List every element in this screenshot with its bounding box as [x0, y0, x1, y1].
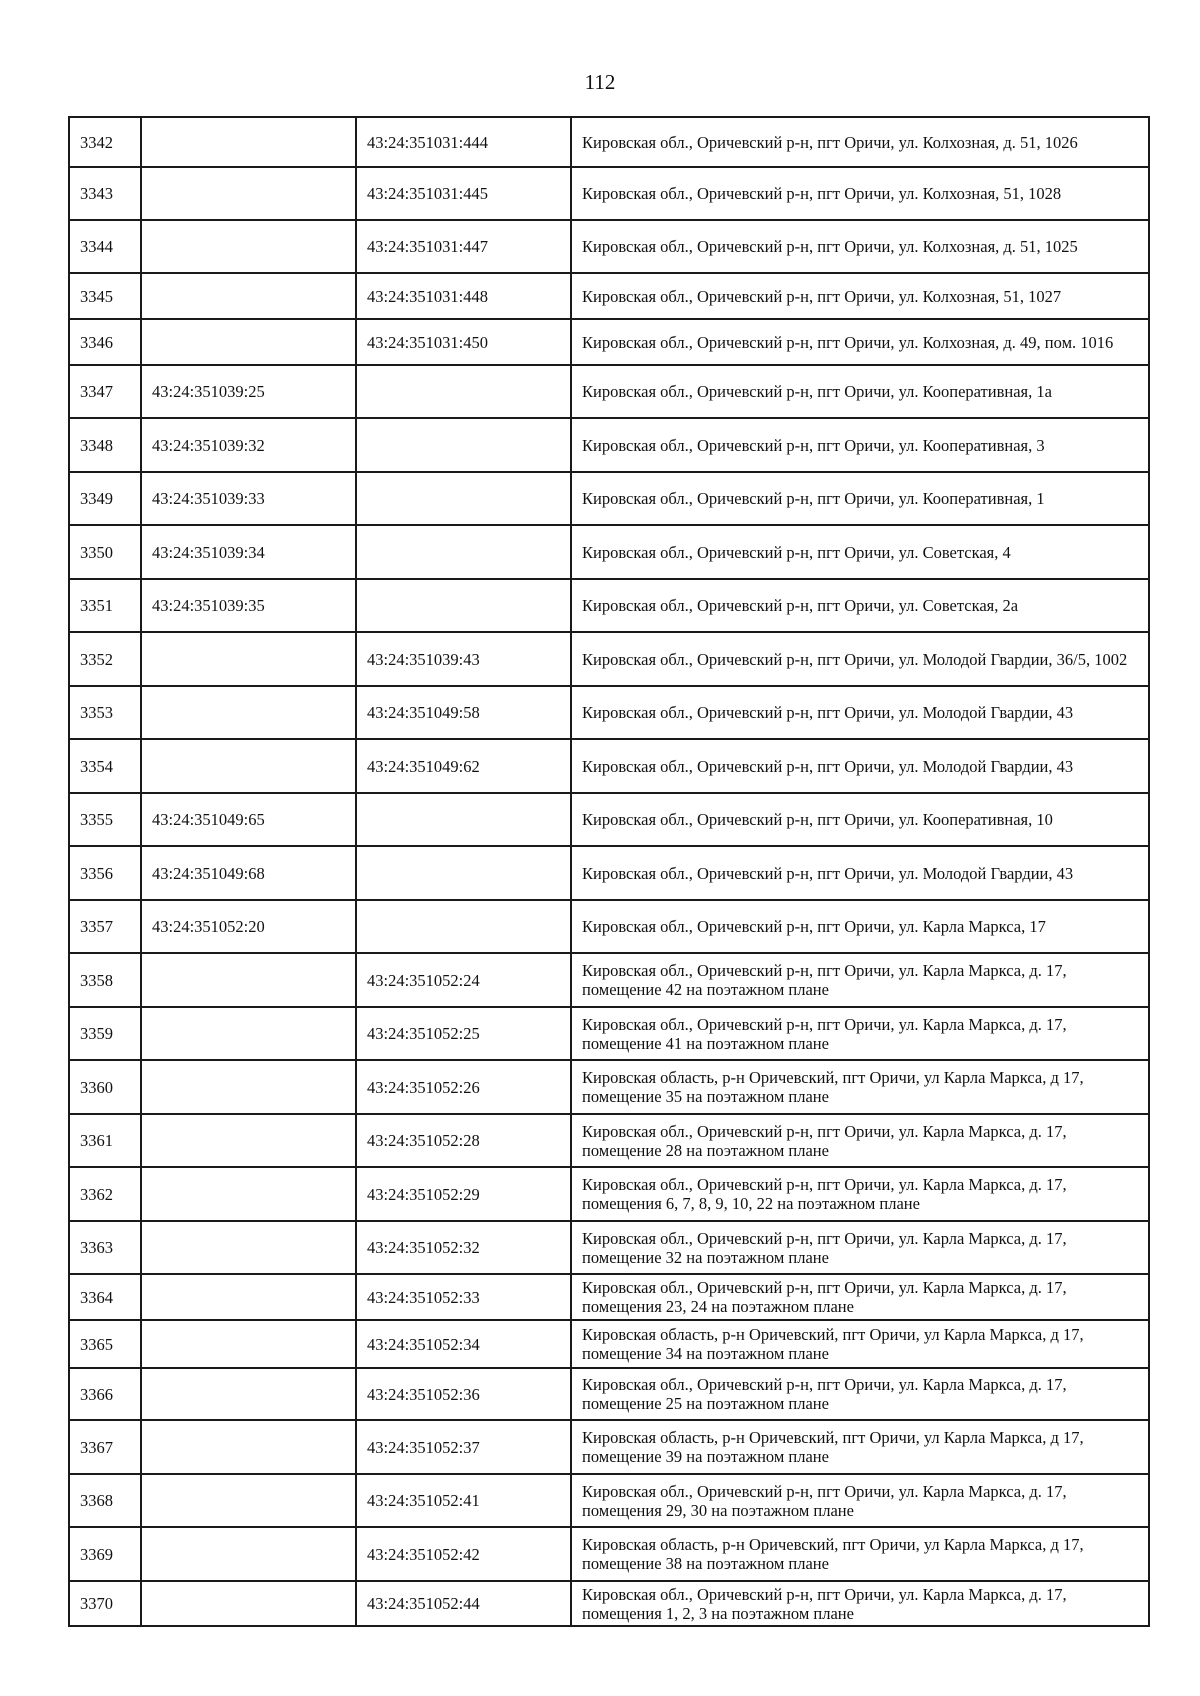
address-cell: Кировская обл., Оричевский р-н, пгт Оричи, ул. Кооперативная, 10: [571, 793, 1149, 846]
land-cadastral-number-cell: [141, 739, 356, 793]
row-number-cell: 3346: [69, 319, 141, 365]
row-number-cell: 3356: [69, 846, 141, 900]
object-cadastral-number-cell: 43:24:351052:29: [356, 1167, 571, 1221]
object-cadastral-number-cell: 43:24:351049:58: [356, 686, 571, 739]
row-number-cell: 3360: [69, 1060, 141, 1114]
land-cadastral-number-cell: 43:24:351039:33: [141, 472, 356, 525]
table-row: [69, 273, 1149, 319]
address-cell: Кировская обл., Оричевский р-н, пгт Оричи, ул. Карла Маркса, д. 17, помещение 42 на поэтажном плане: [571, 953, 1149, 1007]
address-cell: Кировская обл., Оричевский р-н, пгт Оричи, ул. Колхозная, 51, 1027: [571, 273, 1149, 319]
table-row: [69, 1221, 1149, 1274]
table-row: [69, 579, 1149, 632]
table-row: [69, 1527, 1149, 1581]
object-cadastral-number-cell: 43:24:351052:34: [356, 1320, 571, 1368]
land-cadastral-number-cell: 43:24:351039:34: [141, 525, 356, 579]
object-cadastral-number-cell: 43:24:351031:444: [356, 117, 571, 167]
land-cadastral-number-cell: [141, 1368, 356, 1420]
object-cadastral-number-cell: [356, 846, 571, 900]
table-row: [69, 1320, 1149, 1368]
row-number-cell: 3347: [69, 365, 141, 418]
object-cadastral-number-cell: 43:24:351052:28: [356, 1114, 571, 1167]
table-row: [69, 1420, 1149, 1474]
address-cell: Кировская обл., Оричевский р-н, пгт Оричи, ул. Кооперативная, 1а: [571, 365, 1149, 418]
table-row: [69, 1007, 1149, 1060]
table-row: [69, 1167, 1149, 1221]
table-row: [69, 1114, 1149, 1167]
address-cell: Кировская обл., Оричевский р-н, пгт Оричи, ул. Карла Маркса, д. 17, помещение 41 на поэтажном плане: [571, 1007, 1149, 1060]
row-number-cell: 3343: [69, 167, 141, 220]
land-cadastral-number-cell: [141, 1221, 356, 1274]
address-cell: Кировская обл., Оричевский р-н, пгт Оричи, ул. Молодой Гвардии, 36/5, 1002: [571, 632, 1149, 686]
address-cell: Кировская обл., Оричевский р-н, пгт Оричи, ул. Молодой Гвардии, 43: [571, 739, 1149, 793]
land-cadastral-number-cell: 43:24:351049:68: [141, 846, 356, 900]
table-row: [69, 793, 1149, 846]
address-cell: Кировская обл., Оричевский р-н, пгт Оричи, ул. Молодой Гвардии, 43: [571, 686, 1149, 739]
object-cadastral-number-cell: 43:24:351031:450: [356, 319, 571, 365]
table-row: [69, 846, 1149, 900]
land-cadastral-number-cell: 43:24:351052:20: [141, 900, 356, 953]
row-number-cell: 3345: [69, 273, 141, 319]
land-cadastral-number-cell: [141, 1114, 356, 1167]
table-row: [69, 953, 1149, 1007]
row-number-cell: 3364: [69, 1274, 141, 1320]
row-number-cell: 3349: [69, 472, 141, 525]
row-number-cell: 3362: [69, 1167, 141, 1221]
land-cadastral-number-cell: [141, 1527, 356, 1581]
row-number-cell: 3354: [69, 739, 141, 793]
object-cadastral-number-cell: 43:24:351052:33: [356, 1274, 571, 1320]
land-cadastral-number-cell: 43:24:351039:32: [141, 418, 356, 472]
row-number-cell: 3351: [69, 579, 141, 632]
land-cadastral-number-cell: [141, 117, 356, 167]
row-number-cell: 3367: [69, 1420, 141, 1474]
object-cadastral-number-cell: [356, 900, 571, 953]
row-number-cell: 3361: [69, 1114, 141, 1167]
address-cell: Кировская обл., Оричевский р-н, пгт Оричи, ул. Карла Маркса, д. 17, помещения 23, 24 на поэтажном плане: [571, 1274, 1149, 1320]
row-number-cell: 3355: [69, 793, 141, 846]
land-cadastral-number-cell: [141, 686, 356, 739]
land-cadastral-number-cell: [141, 1060, 356, 1114]
table-row: [69, 472, 1149, 525]
table-row: [69, 900, 1149, 953]
table-row: [69, 1581, 1149, 1626]
object-cadastral-number-cell: 43:24:351031:448: [356, 273, 571, 319]
row-number-cell: 3342: [69, 117, 141, 167]
object-cadastral-number-cell: 43:24:351039:43: [356, 632, 571, 686]
row-number-cell: 3369: [69, 1527, 141, 1581]
registry-table: [68, 116, 1150, 1627]
object-cadastral-number-cell: [356, 579, 571, 632]
land-cadastral-number-cell: [141, 1274, 356, 1320]
address-cell: Кировская обл., Оричевский р-н, пгт Оричи, ул. Кооперативная, 1: [571, 472, 1149, 525]
address-cell: Кировская обл., Оричевский р-н, пгт Оричи, ул. Колхозная, 51, 1028: [571, 167, 1149, 220]
row-number-cell: 3358: [69, 953, 141, 1007]
land-cadastral-number-cell: [141, 1320, 356, 1368]
row-number-cell: 3344: [69, 220, 141, 273]
address-cell: Кировская обл., Оричевский р-н, пгт Оричи, ул. Советская, 4: [571, 525, 1149, 579]
address-cell: Кировская обл., Оричевский р-н, пгт Оричи, ул. Колхозная, д. 51, 1026: [571, 117, 1149, 167]
row-number-cell: 3366: [69, 1368, 141, 1420]
land-cadastral-number-cell: [141, 273, 356, 319]
object-cadastral-number-cell: 43:24:351052:36: [356, 1368, 571, 1420]
land-cadastral-number-cell: [141, 632, 356, 686]
row-number-cell: 3357: [69, 900, 141, 953]
table-row: [69, 632, 1149, 686]
land-cadastral-number-cell: [141, 1167, 356, 1221]
land-cadastral-number-cell: [141, 167, 356, 220]
row-number-cell: 3350: [69, 525, 141, 579]
table-row: [69, 1474, 1149, 1527]
address-cell: Кировская область, р-н Оричевский, пгт Оричи, ул Карла Маркса, д 17, помещение 38 на поэтажном плане: [571, 1527, 1149, 1581]
object-cadastral-number-cell: 43:24:351052:26: [356, 1060, 571, 1114]
table-row: [69, 319, 1149, 365]
object-cadastral-number-cell: 43:24:351052:32: [356, 1221, 571, 1274]
object-cadastral-number-cell: 43:24:351052:41: [356, 1474, 571, 1527]
row-number-cell: 3352: [69, 632, 141, 686]
object-cadastral-number-cell: [356, 525, 571, 579]
object-cadastral-number-cell: 43:24:351052:44: [356, 1581, 571, 1626]
land-cadastral-number-cell: 43:24:351039:35: [141, 579, 356, 632]
land-cadastral-number-cell: [141, 953, 356, 1007]
table-row: [69, 1060, 1149, 1114]
row-number-cell: 3348: [69, 418, 141, 472]
address-cell: Кировская обл., Оричевский р-н, пгт Оричи, ул. Кооперативная, 3: [571, 418, 1149, 472]
land-cadastral-number-cell: 43:24:351049:65: [141, 793, 356, 846]
land-cadastral-number-cell: [141, 1581, 356, 1626]
address-cell: Кировская область, р-н Оричевский, пгт Оричи, ул Карла Маркса, д 17, помещение 34 на поэтажном плане: [571, 1320, 1149, 1368]
row-number-cell: 3368: [69, 1474, 141, 1527]
page-number: 112: [584, 70, 616, 94]
object-cadastral-number-cell: [356, 365, 571, 418]
address-cell: Кировская обл., Оричевский р-н, пгт Оричи, ул. Колхозная, д. 51, 1025: [571, 220, 1149, 273]
object-cadastral-number-cell: [356, 472, 571, 525]
table-row: [69, 117, 1149, 167]
land-cadastral-number-cell: [141, 1007, 356, 1060]
table-row: [69, 167, 1149, 220]
object-cadastral-number-cell: 43:24:351052:24: [356, 953, 571, 1007]
address-cell: Кировская обл., Оричевский р-н, пгт Оричи, ул. Карла Маркса, д. 17, помещение 32 на поэтажном плане: [571, 1221, 1149, 1274]
table-row: [69, 1368, 1149, 1420]
address-cell: Кировская обл., Оричевский р-н, пгт Оричи, ул. Карла Маркса, 17: [571, 900, 1149, 953]
table-row: [69, 1274, 1149, 1320]
land-cadastral-number-cell: [141, 1420, 356, 1474]
address-cell: Кировская обл., Оричевский р-н, пгт Оричи, ул. Карла Маркса, д. 17, помещения 6, 7, 8, 9, 10, 22 на поэтажном плане: [571, 1167, 1149, 1221]
address-cell: Кировская обл., Оричевский р-н, пгт Оричи, ул. Молодой Гвардии, 43: [571, 846, 1149, 900]
object-cadastral-number-cell: 43:24:351052:42: [356, 1527, 571, 1581]
land-cadastral-number-cell: [141, 220, 356, 273]
row-number-cell: 3353: [69, 686, 141, 739]
object-cadastral-number-cell: [356, 418, 571, 472]
object-cadastral-number-cell: 43:24:351052:37: [356, 1420, 571, 1474]
object-cadastral-number-cell: 43:24:351052:25: [356, 1007, 571, 1060]
table-row: [69, 220, 1149, 273]
row-number-cell: 3359: [69, 1007, 141, 1060]
row-number-cell: 3363: [69, 1221, 141, 1274]
land-cadastral-number-cell: [141, 319, 356, 365]
object-cadastral-number-cell: 43:24:351049:62: [356, 739, 571, 793]
table-row: [69, 418, 1149, 472]
object-cadastral-number-cell: [356, 793, 571, 846]
address-cell: Кировская обл., Оричевский р-н, пгт Оричи, ул. Карла Маркса, д. 17, помещение 28 на поэтажном плане: [571, 1114, 1149, 1167]
land-cadastral-number-cell: [141, 1474, 356, 1527]
address-cell: Кировская обл., Оричевский р-н, пгт Оричи, ул. Карла Маркса, д. 17, помещения 1, 2, 3 на поэтажном плане: [571, 1581, 1149, 1626]
address-cell: Кировская обл., Оричевский р-н, пгт Оричи, ул. Карла Маркса, д. 17, помещение 25 на поэтажном плане: [571, 1368, 1149, 1420]
address-cell: Кировская область, р-н Оричевский, пгт Оричи, ул Карла Маркса, д 17, помещение 35 на поэтажном плане: [571, 1060, 1149, 1114]
registry-table-body: [69, 117, 1149, 1626]
address-cell: Кировская обл., Оричевский р-н, пгт Оричи, ул. Советская, 2а: [571, 579, 1149, 632]
address-cell: Кировская область, р-н Оричевский, пгт Оричи, ул Карла Маркса, д 17, помещение 39 на поэтажном плане: [571, 1420, 1149, 1474]
land-cadastral-number-cell: 43:24:351039:25: [141, 365, 356, 418]
address-cell: Кировская обл., Оричевский р-н, пгт Оричи, ул. Карла Маркса, д. 17, помещения 29, 30 на поэтажном плане: [571, 1474, 1149, 1527]
row-number-cell: 3370: [69, 1581, 141, 1626]
table-row: [69, 686, 1149, 739]
object-cadastral-number-cell: 43:24:351031:445: [356, 167, 571, 220]
table-row: [69, 739, 1149, 793]
object-cadastral-number-cell: 43:24:351031:447: [356, 220, 571, 273]
row-number-cell: 3365: [69, 1320, 141, 1368]
table-row: [69, 365, 1149, 418]
table-row: [69, 525, 1149, 579]
address-cell: Кировская обл., Оричевский р-н, пгт Оричи, ул. Колхозная, д. 49, пом. 1016: [571, 319, 1149, 365]
